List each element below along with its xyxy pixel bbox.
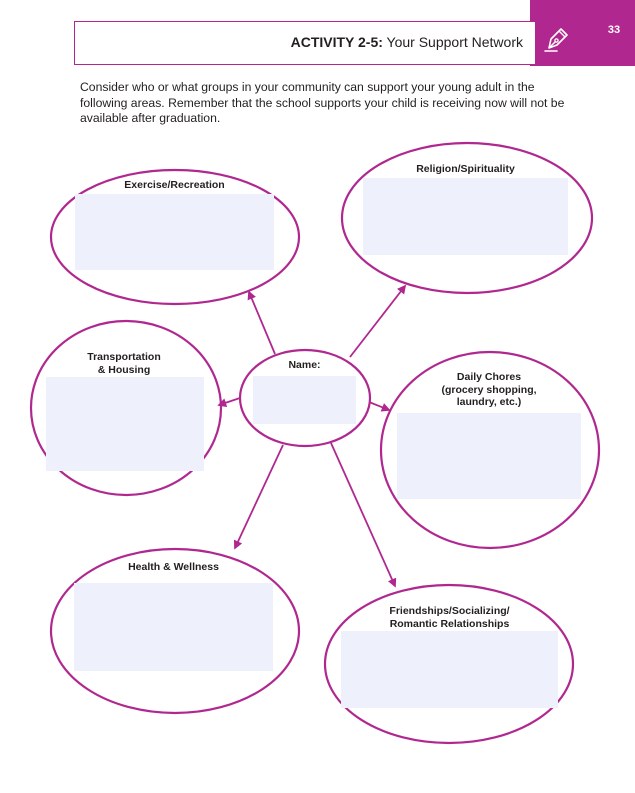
name-writing-box[interactable]	[253, 376, 356, 424]
friendships-label-line1: Friendships/Socializing/	[389, 605, 510, 617]
arrow-to-friendships	[331, 443, 395, 586]
activity-label: ACTIVITY 2-5:	[290, 34, 383, 50]
health-label: Health & Wellness	[128, 561, 219, 573]
friendships-label-line2: Romantic Relationships	[389, 617, 510, 630]
arrow-to-transportation	[219, 398, 240, 405]
transportation-label-line1: Transportation	[87, 351, 161, 363]
arrow-to-exercise	[249, 292, 275, 354]
health-writing-box[interactable]	[74, 583, 273, 671]
arrow-to-health	[235, 445, 283, 548]
arrow-to-chores	[369, 402, 389, 410]
transportation-label-line2: & Housing	[97, 363, 151, 376]
page-number: 33	[607, 24, 621, 36]
religion-label: Religion/Spirituality	[416, 163, 515, 175]
intro-paragraph: Consider who or what groups in your community can support your young adult in the following areas. Remember that the school supports your child is receiving now will not be available after graduation.	[80, 80, 565, 125]
friendships-label	[341, 605, 558, 630]
chores-label-line3: laundry, etc.)	[456, 396, 522, 408]
friendships-writing-box[interactable]	[341, 631, 558, 708]
arrow-to-religion	[350, 286, 405, 357]
transportation-writing-box[interactable]	[46, 377, 204, 471]
chores-label-line1: Daily Chores	[456, 371, 522, 383]
exercise-label: Exercise/Recreation	[124, 179, 225, 191]
activity-name: Your Support Network	[386, 34, 523, 50]
exercise-writing-box[interactable]	[75, 194, 274, 270]
chores-label-line2: (grocery shopping,	[441, 383, 537, 396]
center-name-label: Name:	[288, 359, 321, 371]
chores-writing-box[interactable]	[397, 413, 581, 499]
transportation-label	[46, 351, 202, 376]
religion-writing-box[interactable]	[363, 178, 568, 255]
chores-label	[397, 371, 581, 409]
